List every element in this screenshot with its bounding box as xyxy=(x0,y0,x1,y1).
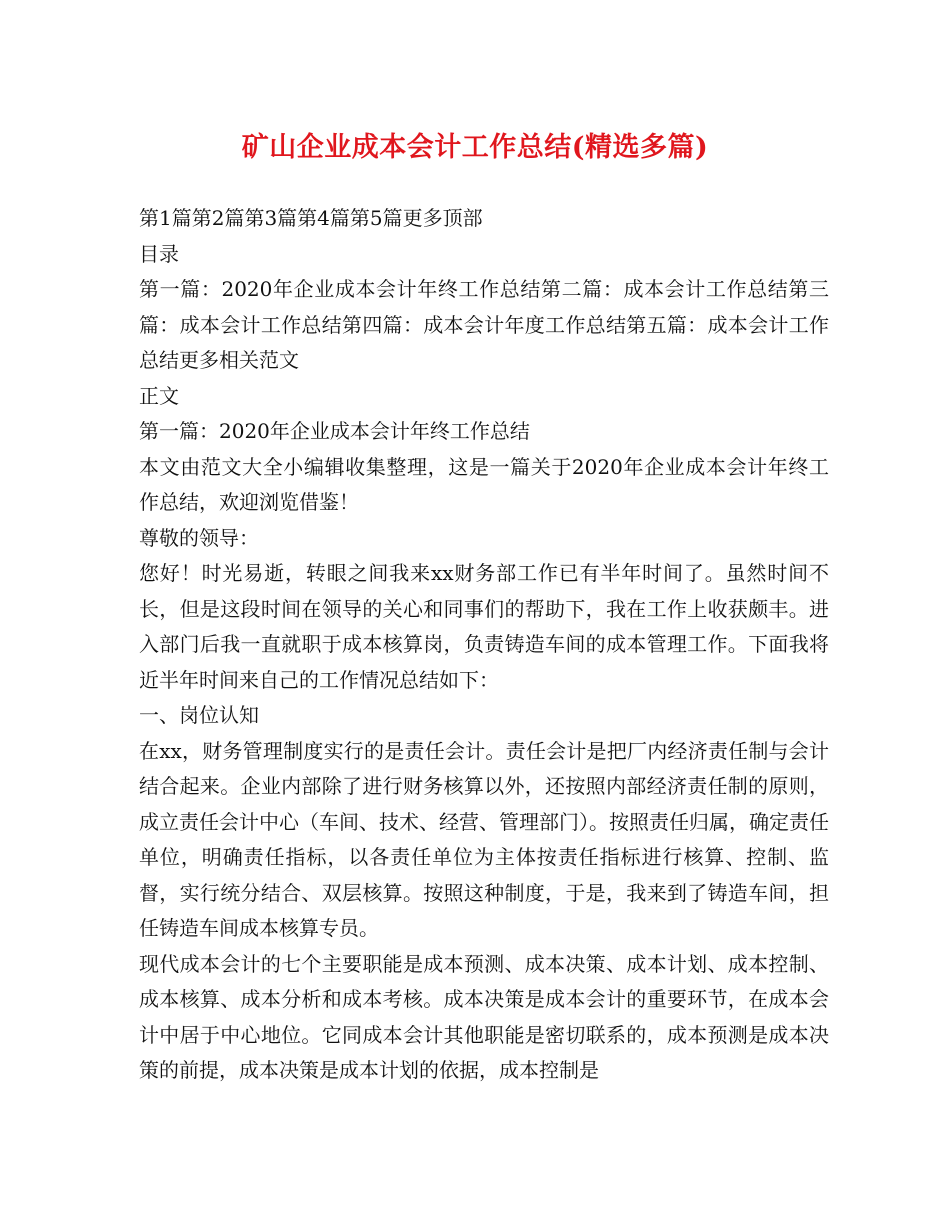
section-heading: 一、岗位认知 xyxy=(139,703,259,727)
article-heading: 第一篇：2020年企业成本会计年终工作总结 xyxy=(139,419,530,443)
salutation: 尊敬的领导： xyxy=(139,525,259,550)
main-text-heading: 正文 xyxy=(139,383,179,408)
opening-paragraph: 您好！时光易逝，转眼之间我来xx财务部工作已有半年时间了。虽然时间不长，但是这段时间在领导的关心和同事们的帮助下，我在工作上收获颇丰。进入部门后我一直就职于成本核算岗，负责铸造车间的成本管理工作。下面我将近半年时间来自己的工作情况总结如下： xyxy=(139,561,829,692)
document-body xyxy=(139,201,829,1089)
document-title: 矿山企业成本会计工作总结(精选多篇) xyxy=(241,132,709,163)
intro-paragraph: 本文由范文大全小编辑收集整理，这是一篇关于2020年企业成本会计年终工作总结，欢迎浏览借鉴！ xyxy=(139,454,829,514)
body-paragraph: 在xx，财务管理制度实行的是责任会计。责任会计是把厂内经济责任制与会计结合起来。企业内部除了进行财务核算以外，还按照内部经济责任制的原则，成立责任会计中心（车间、技术、经营、管理部门）。按照责任归属，确定责任单位，明确责任指标，以各责任单位为主体按责任指标进行核算、控制、监督，实行统分结合、双层核算。按照这种制度，于是，我来到了铸造车间，担任铸造车间成本核算专员。 xyxy=(139,738,829,940)
body-paragraph: 现代成本会计的七个主要职能是成本预测、成本决策、成本计划、成本控制、成本核算、成本分析和成本考核。成本决策是成本会计的重要环节，在成本会计中居于中心地位。它同成本会计其他职能是密切联系的，成本预测是成本决策的前提，成本决策是成本计划的依据，成本控制是 xyxy=(139,951,829,1082)
toc-list: 第一篇：2020年企业成本会计年终工作总结第二篇：成本会计工作总结第三篇：成本会计工作总结第四篇：成本会计年度工作总结第五篇：成本会计工作总结更多相关范文 xyxy=(139,277,829,372)
chapter-navigation: 第1篇第2篇第3篇第4篇第5篇更多顶部 xyxy=(139,206,483,230)
toc-heading: 目录 xyxy=(139,241,179,266)
